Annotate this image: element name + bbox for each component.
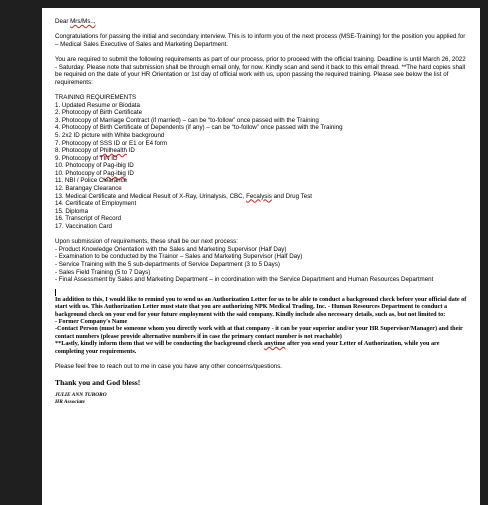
requirement-item: 5. 2x2 ID picture with White background bbox=[55, 131, 165, 139]
requirement-item: 15. Diploma bbox=[55, 207, 89, 215]
requirement-item: 10. Photocopy of Pag-ibig ID bbox=[55, 169, 134, 177]
requirement-item: 7. Photocopy of SSS ID or E1 or E4 form bbox=[55, 139, 168, 147]
requirement-item: 17. Vaccination Card bbox=[55, 223, 112, 231]
process-item: - Examination to be conducted by the Trainor – Sales and Marketing Supervisor (Half Day) bbox=[55, 253, 303, 261]
requirement-item: 9. Photocopy of TIN ID bbox=[55, 154, 118, 162]
requirement-item: 13. Medical Certificate and Medical Result of X-Ray, Urinalysis, CBC, Fecalysis and Drug Test bbox=[55, 192, 313, 200]
process-item: - Product Knowledge Orientation with the Sales and Marketing Supervisor (Half Day) bbox=[55, 245, 287, 253]
requirement-item: 14. Certificate of Employment bbox=[55, 200, 137, 208]
signature-title: HR Associate bbox=[55, 398, 85, 405]
requirement-item: 1. Updated Resume or Biodata bbox=[55, 101, 140, 109]
requirement-item: 2. Photocopy of Birth Certificate bbox=[55, 109, 143, 117]
former-company-line: - Former Company's Name bbox=[55, 318, 128, 325]
requirements-heading: TRAINING REQUIREMENTS bbox=[55, 93, 137, 101]
authorization-paragraph: In addition to this, I would like to remind you to send us an Authorization Letter for us to be able to conduct a background check before your official date of start with us. This Authorization Letter must state that you are authorizing NPK Medical Trading, Inc. - Human Resources Department to conduct a background check on your end for your future employment with the said company. Kindly include also necessary details, such as, but not limited to: bbox=[55, 295, 467, 318]
requirements-paragraph: You are required to submit the following requirements as part of our process, prior to proceed with the official training. Deadline is until March 26, 2022 - Saturday. Please note that submission shall be through email only, for now. Kindly scan and send it back to this email thread. **The hard copies shall be required on the date of your HR Orientation or 1st day of official work with us, upon passing the required training. Please see below the list of requirements: bbox=[55, 55, 466, 86]
lastly-line: **Lastly, kindly inform them that we will be conducting the background check anytime after you send your Letter of Authorization, while you are completing your requirements. bbox=[55, 340, 440, 355]
requirement-item: 3. Photocopy of Marriage Contract (if married) – can be “to-follow” once passed with the Training bbox=[55, 116, 319, 124]
signature-name: JULIE ANN TUBORO bbox=[55, 391, 107, 398]
process-item: - Sales Field Training (5 to 7 Days) bbox=[55, 268, 151, 276]
requirement-item: 8. Photocopy of Philhealth ID bbox=[55, 147, 135, 155]
requirement-item: 4. Photocopy of Birth Certificate of Dependents (if any) – can be “to-follow” once passed with the Training bbox=[55, 124, 343, 132]
requirement-item: 12. Barangay Clearance bbox=[55, 185, 122, 193]
contact-person-line: -Contact Person (must be someone whom you directly work with at that company - it can be your superior and/or your HR Supervisor/Manager) and their contact numbers (please provide alternative numbers if in case the primary contact number is not reachable) bbox=[55, 325, 463, 340]
text-cursor bbox=[55, 289, 56, 296]
process-intro: Upon submission of requirements, these shall be our next process: bbox=[55, 238, 238, 246]
thanks-line: Thank you and God bless! bbox=[55, 377, 141, 387]
process-item: - Final Assessment by Sales and Marketing Department – in coordination with the Service Department and Human Resources Department bbox=[55, 276, 434, 284]
salutation: Dear Mrs/Ms.., bbox=[55, 18, 96, 25]
process-item: - Service Training with the 5 sub-departments of Service Department (3 to 5 Days) bbox=[55, 261, 280, 268]
requirement-item: 16. Transcript of Record bbox=[55, 215, 122, 223]
closing-line: Please feel free to reach out to me in case you have any other concerns/questions. bbox=[55, 362, 283, 370]
requirement-item: 10. Photocopy of Pag-ibig ID bbox=[55, 162, 134, 170]
process-list bbox=[55, 246, 468, 284]
intro-paragraph: Congratulations for passing the initial and secondary interview. This is to inform you of the next process (MSE-Training) for the position you applied for – Medical Sales Executive of Sales and Marketing Department. bbox=[55, 33, 466, 48]
requirement-item: 11. NBI / Police Clearance bbox=[55, 177, 128, 185]
letter-page bbox=[42, 8, 480, 505]
requirements-list bbox=[55, 102, 468, 231]
